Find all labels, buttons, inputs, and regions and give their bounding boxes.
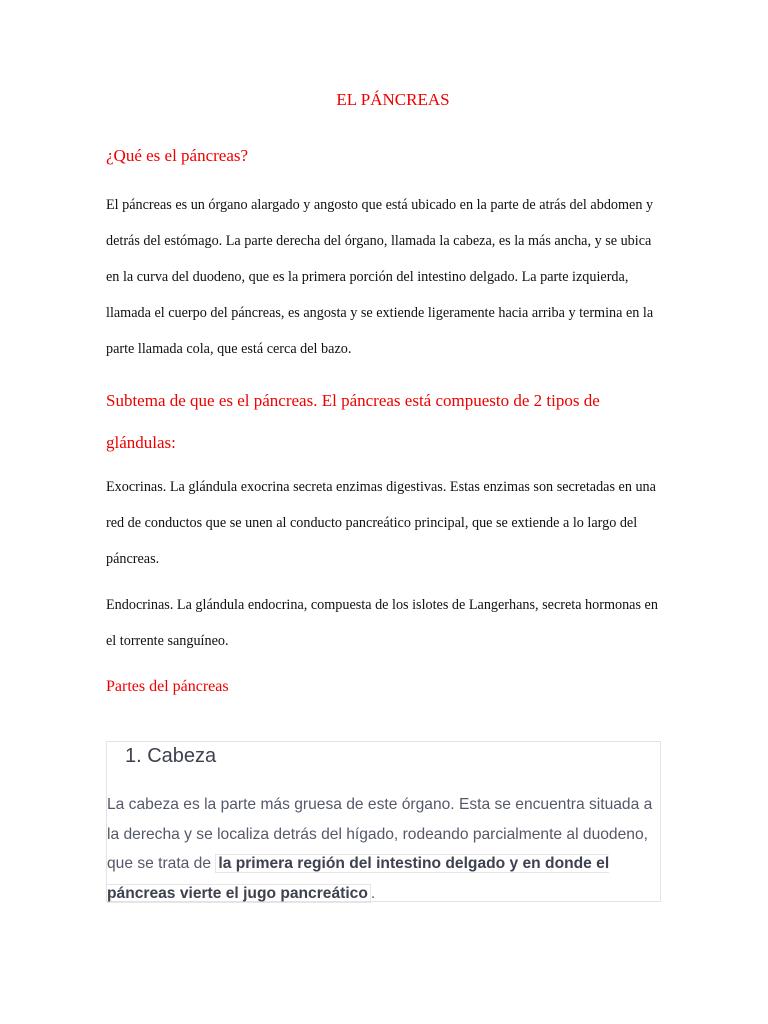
card-body [107,790,660,908]
paragraph-exocrine: Exocrinas. La glándula exocrina secreta enzimas digestivas. Estas enzimas son secretadas en una red de conductos que se unen al conducto pancreático principal, que se extiende a lo largo del páncreas. [106,479,656,567]
card-text-bold: la primera región del intestino delgado y en donde el páncreas vierte el jugo pancreático [107,855,610,902]
paragraph-endocrine: Endocrinas. La glándula endocrina, compuesta de los islotes de Langerhans, secreta hormonas en el torrente sanguíneo. [106,597,658,649]
paragraph-definition: El páncreas es un órgano alargado y angosto que está ubicado en la parte de atrás del abdomen y detrás del estómago. La parte derecha del órgano, llamada la cabeza, es la más ancha, y se ubica en la curva del duodeno, que es la primera porción del intestino delgado. La parte izquierda, llamada el cuerpo del páncreas, es angosta y se extiende ligeramente hacia arriba y termina en la parte llamada cola, que está cerca del bazo. [106,197,654,357]
section-heading-parts: Partes del páncreas [106,678,229,695]
section-heading-glands: Subtema de que es el páncreas. El páncreas está compuesto de 2 tipos de glándulas: [106,391,600,452]
card-text-after: . [370,884,376,902]
card-text-before: La cabeza es la parte más gruesa de este órgano. Esta se encuentra situada a la derecha y se localiza detrás del hígado, rodeando parcialmente al duodeno, que se trata de [107,796,653,872]
section-heading-what-is: ¿Qué es el páncreas? [106,146,249,165]
embedded-card-cabeza [106,741,661,902]
card-title: 1. Cabeza [125,745,217,767]
document-title: EL PÁNCREAS [336,90,450,109]
